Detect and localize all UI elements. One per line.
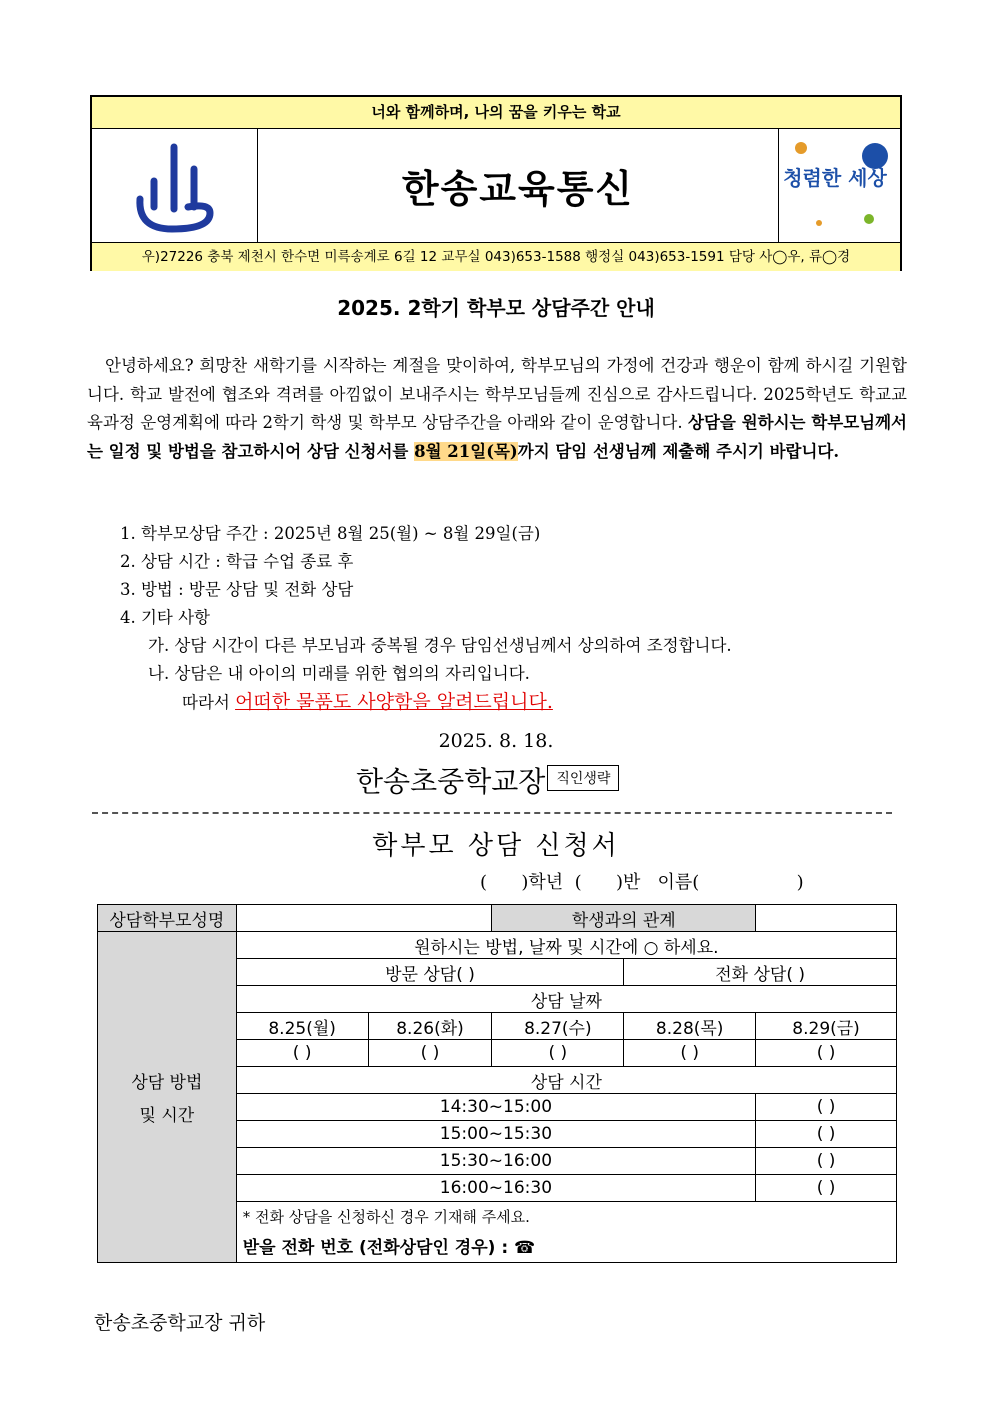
newsletter-title-cell: [258, 129, 779, 242]
method-label-line2: 및 시간: [139, 1106, 195, 1126]
date-choice[interactable]: ( ): [624, 1040, 756, 1067]
time-choice[interactable]: ( ): [756, 1094, 897, 1121]
time-choice[interactable]: ( ): [756, 1121, 897, 1148]
method-label-line1: 상담 방법: [131, 1073, 203, 1093]
phone-note: * 전화 상담을 신청하신 경우 기재해 주세요.: [242, 1208, 530, 1226]
school-motto: 너와 함께하며, 나의 꿈을 키우는 학교: [92, 97, 900, 129]
date-choice[interactable]: ( ): [368, 1040, 492, 1067]
date-label: 8.27(수): [492, 1013, 624, 1040]
date-label: 8.26(화): [368, 1013, 492, 1040]
instruction: 원하시는 방법, 날짜 및 시간에 ○ 하세요.: [236, 932, 896, 959]
list-item: 2. 상담 시간 : 학급 수업 종료 후: [120, 552, 354, 571]
intro-paragraph: [87, 352, 907, 466]
time-slot: 14:30~15:00: [236, 1094, 755, 1121]
phone-number-label: 받을 전화 번호 (전화상담인 경우) : ☎: [242, 1238, 536, 1258]
date-choice[interactable]: ( ): [492, 1040, 624, 1067]
intro-normal: 안녕하세요? 희망찬 새학기를 시작하는 계절을 맞이하여, 학부모님의 가정에 건강과 행운이 함께 하시길 기원합니다. 학교 발전에 협조와 격려를 아낌없이 보내주시는 학부모님들께 진심으로 감사드립니다. 2025학년도 학교교육과정 운영계획에 따라 2학기 학생 및 학부모 상담주간을 아래와 같이 운영합니다.: [87, 356, 907, 432]
deadline-highlight: 8월 21일(목): [414, 441, 518, 461]
notice-date: 2025. 8. 18.: [438, 730, 554, 752]
footer-addressee: 한송초중학교장 귀하: [94, 1312, 266, 1334]
time-slot: 15:30~16:00: [236, 1148, 755, 1175]
emblem-text: 청렴한 세상: [783, 166, 887, 190]
date-label: 8.28(목): [624, 1013, 756, 1040]
header-main-row: [92, 129, 900, 243]
sub-item: 가. 상담 시간이 다른 부모님과 중복될 경우 담임선생님께서 상의하여 조정합니다.: [148, 636, 732, 655]
date-choice[interactable]: ( ): [236, 1040, 368, 1067]
date-choice[interactable]: ( ): [756, 1040, 897, 1067]
seal-omitted: 직인생략: [547, 765, 619, 791]
phone-option[interactable]: 전화 상담( ): [624, 959, 897, 986]
notice-title: 2025. 2학기 학부모 상담주간 안내: [337, 296, 655, 320]
time-header: 상담 시간: [236, 1067, 896, 1094]
time-slot: 15:00~15:30: [236, 1121, 755, 1148]
form-title: 학부모 상담 신청서: [372, 831, 620, 861]
list-item: 1. 학부모상담 주간 : 2025년 8월 25(월) ~ 8월 29일(금): [120, 524, 541, 543]
parent-name-label: 상담학부모성명: [98, 905, 237, 932]
notice-items: [120, 520, 920, 717]
closing-red: 어떠한 물품도 사양함을 알려드립니다.: [235, 691, 553, 713]
newsletter-title: 한송교육통신: [401, 167, 635, 211]
application-table: [97, 904, 897, 1263]
relation-field[interactable]: [756, 905, 897, 932]
list-item: 3. 방법 : 방문 상담 및 전화 상담: [120, 580, 354, 599]
principal-name: 한송초중학교장: [356, 765, 546, 798]
date-label: 8.29(금): [756, 1013, 897, 1040]
school-logo: [92, 129, 258, 242]
method-label: [98, 932, 237, 1263]
visit-option[interactable]: 방문 상담( ): [236, 959, 624, 986]
relation-label: 학생과의 관계: [492, 905, 756, 932]
principal-line: [356, 760, 619, 800]
integrity-emblem: [779, 129, 900, 242]
phone-number-field[interactable]: [236, 1202, 896, 1263]
student-info-line: ( )학년 ( )반 이름( ): [480, 872, 804, 893]
school-address: 우)27226 충북 제천시 한수면 미륵송계로 6길 12 교무실 043)653-1588 행정실 043)653-1591 담당 사◯우, 류◯경: [92, 243, 900, 271]
date-header: 상담 날짜: [236, 986, 896, 1013]
time-choice[interactable]: ( ): [756, 1148, 897, 1175]
list-item: 4. 기타 사항: [120, 608, 210, 627]
time-choice[interactable]: ( ): [756, 1175, 897, 1202]
cut-line: [92, 812, 892, 814]
school-logo-icon: [92, 129, 257, 242]
sub-item: 나. 상담은 내 아이의 미래를 위한 협의의 자리입니다.: [148, 664, 530, 683]
date-label: 8.25(월): [236, 1013, 368, 1040]
intro-bold: 상담을 원하시는 학부모님께서는 일정 및 방법을 참고하시어 상담 신청서를: [87, 413, 907, 461]
integrity-emblem-icon: [779, 129, 900, 242]
closing-prefix: 따라서: [182, 693, 236, 712]
time-slot: 16:00~16:30: [236, 1175, 755, 1202]
newsletter-header: [90, 95, 902, 271]
closing-line: [120, 688, 920, 717]
parent-name-field[interactable]: [236, 905, 492, 932]
intro-bold-end: 까지 담임 선생님께 제출해 주시기 바랍니다.: [517, 441, 840, 461]
